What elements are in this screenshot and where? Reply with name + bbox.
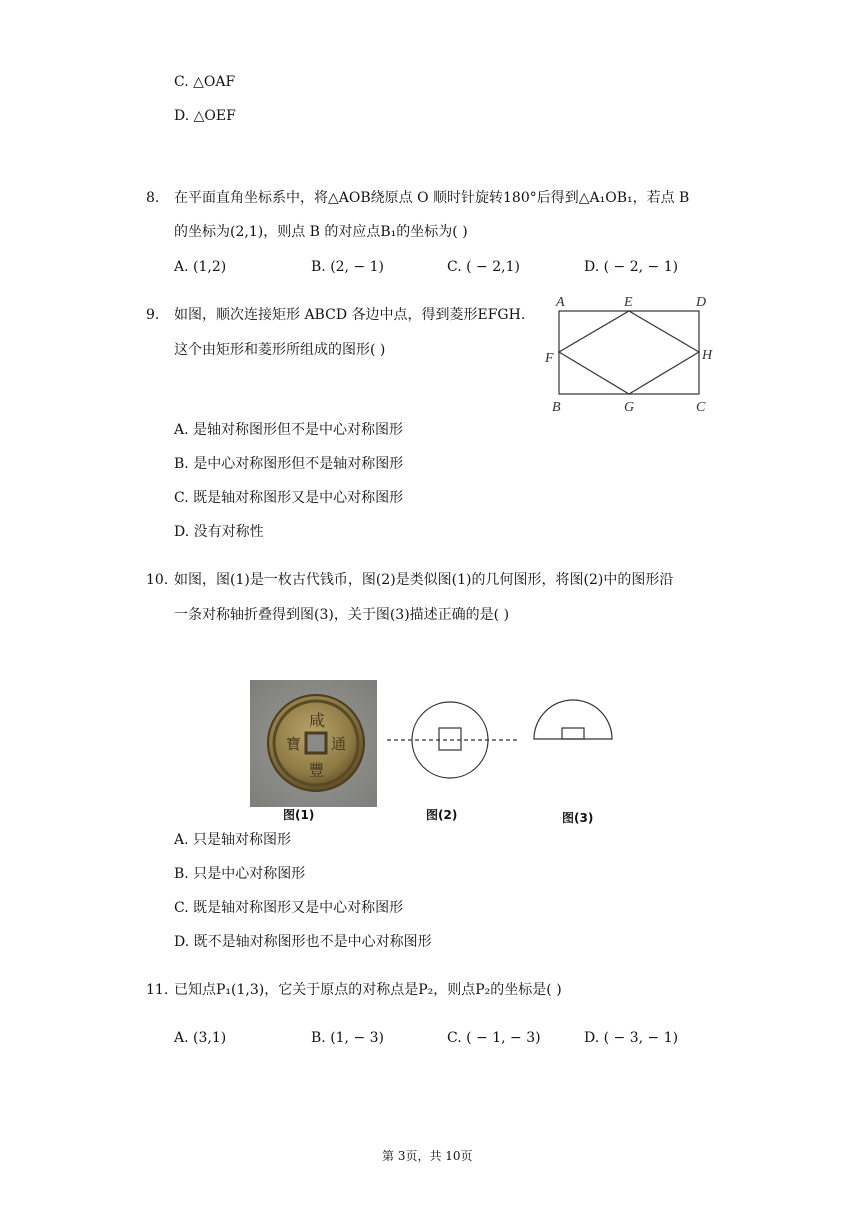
label-d: D: [696, 295, 707, 310]
caption-figure-3: 图(3): [562, 811, 594, 825]
q8-option-a: A. (1,2): [174, 259, 227, 275]
q10-stem-line1: 如图，图(1)是一枚古代钱币，图(2)是类似图(1)的几何图形，将图(2)中的图形沿: [174, 572, 674, 588]
q9-rectangle-rhombus-figure: [540, 290, 720, 420]
label-g: G: [624, 400, 635, 415]
q10-option-a: A. 只是轴对称图形: [174, 832, 292, 848]
q10-number: 10.: [146, 572, 169, 588]
q9-option-b: B. 是中心对称图形但不是轴对称图形: [174, 456, 404, 472]
coin-char-left: 寶: [286, 735, 302, 753]
q11-option-a: A. (3,1): [174, 1030, 227, 1046]
q11-stem: 已知点P₁(1,3)，它关于原点的对称点是P₂，则点P₂的坐标是( ): [174, 982, 562, 998]
q11-option-b: B. (1, − 3): [311, 1030, 385, 1046]
rhombus-efgh: [559, 311, 699, 394]
q9-option-d: D. 没有对称性: [174, 524, 264, 540]
q7-option-c: C. △OAF: [174, 74, 236, 90]
q9-option-a: A. 是轴对称图形但不是中心对称图形: [174, 422, 404, 438]
q8-number: 8.: [146, 190, 160, 206]
caption-figure-2: 图(2): [426, 808, 458, 822]
q11-number: 11.: [146, 982, 169, 998]
q9-number: 9.: [146, 307, 160, 323]
coin-char-right: 通: [331, 735, 347, 753]
q8-stem-line2: 的坐标为(2,1)，则点 B 的对应点B₁的坐标为( ): [174, 224, 468, 240]
q11-option-d: D. ( − 3, − 1): [584, 1030, 679, 1046]
figure-3-semicircle: [528, 695, 618, 745]
q8-option-d: D. ( − 2, − 1): [584, 259, 679, 275]
q9-option-c: C. 既是轴对称图形又是中心对称图形: [174, 490, 404, 506]
q8-option-c: C. ( − 2,1): [447, 259, 520, 275]
label-f: F: [545, 351, 554, 366]
label-b: B: [552, 400, 561, 415]
caption-figure-1: 图(1): [283, 808, 315, 822]
q9-stem-line2: 这个由矩形和菱形所组成的图形( ): [174, 342, 386, 358]
q8-stem-line1: 在平面直角坐标系中，将△AOB绕原点 O 顺时针旋转180°后得到△A₁OB₁，若点 B: [174, 190, 690, 206]
label-h: H: [702, 348, 713, 363]
coin-char-bottom: 豐: [309, 761, 325, 779]
q11-option-c: C. ( − 1, − 3): [447, 1030, 541, 1046]
label-a: A: [556, 295, 565, 310]
q7-option-d: D. △OEF: [174, 108, 236, 124]
figure-2-circle-square: [385, 690, 520, 790]
q10-option-c: C. 既是轴对称图形又是中心对称图形: [174, 900, 404, 916]
q8-option-b: B. (2, − 1): [311, 259, 385, 275]
coin-photo: [250, 680, 377, 807]
rectangle-abcd: [559, 311, 699, 394]
label-c: C: [696, 400, 706, 415]
page-footer: 第 3页，共 10页: [382, 1149, 473, 1163]
coin-char-top: 咸: [309, 711, 326, 730]
q9-stem-line1: 如图，顺次连接矩形 ABCD 各边中点，得到菱形EFGH.: [174, 307, 526, 323]
q10-option-b: B. 只是中心对称图形: [174, 866, 306, 882]
label-e: E: [624, 295, 633, 310]
q10-option-d: D. 既不是轴对称图形也不是中心对称图形: [174, 934, 432, 950]
q10-stem-line2: 一条对称轴折叠得到图(3)，关于图(3)描述正确的是( ): [174, 607, 510, 623]
